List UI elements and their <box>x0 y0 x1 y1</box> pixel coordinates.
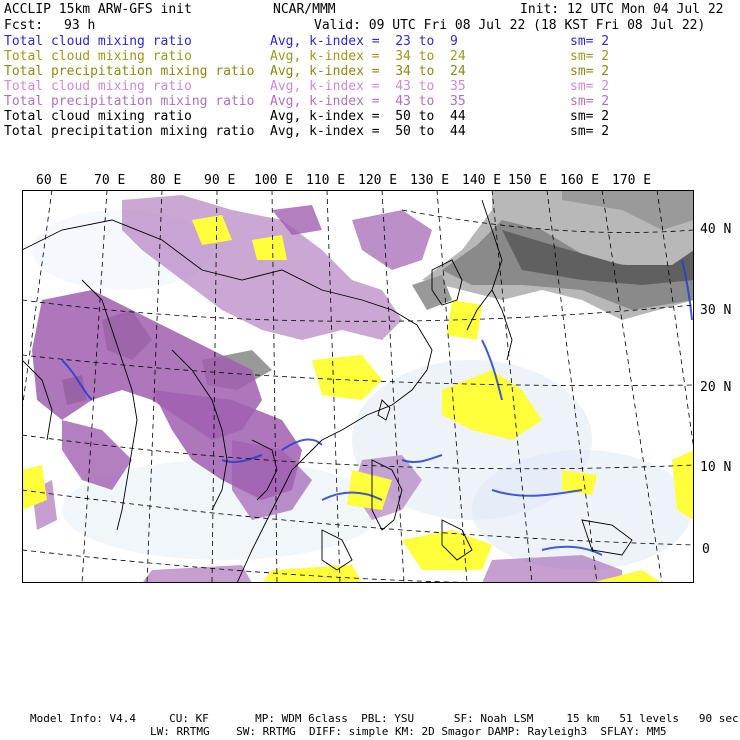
longitude-label: 70 E <box>94 173 126 188</box>
legend-row-sm: sm= 2 <box>570 34 610 49</box>
legend-row-avg: Avg, k-index = 34 to 24 <box>270 64 466 79</box>
forecast-map <box>22 190 694 583</box>
longitude-label: 150 E <box>508 173 548 188</box>
longitude-label: 130 E <box>410 173 450 188</box>
legend-row-sm: sm= 2 <box>570 64 610 79</box>
legend-row-avg: Avg, k-index = 50 to 44 <box>270 124 466 139</box>
legend-row-avg: Avg, k-index = 50 to 44 <box>270 109 466 124</box>
valid-time: Valid: 09 UTC Fri 08 Jul 22 (18 KST Fri 08 Jul 22) <box>314 18 706 33</box>
legend-row-name: Total precipitation mixing ratio <box>4 64 255 79</box>
longitude-label: 170 E <box>612 173 652 188</box>
longitude-label: 120 E <box>358 173 398 188</box>
legend-row-name: Total precipitation mixing ratio <box>4 94 255 109</box>
longitude-label: 160 E <box>560 173 600 188</box>
longitude-label: 140 E <box>462 173 502 188</box>
legend-row-avg: Avg, k-index = 34 to 24 <box>270 49 466 64</box>
longitude-label: 80 E <box>150 173 182 188</box>
legend-row-avg: Avg, k-index = 23 to 9 <box>270 34 458 49</box>
latitude-label: 40 N <box>700 222 732 237</box>
latitude-label: 0 <box>702 542 710 557</box>
legend-row-avg: Avg, k-index = 43 to 35 <box>270 94 466 109</box>
model-info-line1: Model Info: V4.4 CU: KF MP: WDM 6class PBL: YSU SF: Noah LSM 15 km 51 levels 90 sec <box>30 712 739 725</box>
legend-row-name: Total cloud mixing ratio <box>4 34 192 49</box>
longitude-label: 60 E <box>36 173 68 188</box>
legend-row-sm: sm= 2 <box>570 79 610 94</box>
legend-row-avg: Avg, k-index = 43 to 35 <box>270 79 466 94</box>
legend-row-name: Total precipitation mixing ratio <box>4 124 255 139</box>
longitude-label: 110 E <box>306 173 346 188</box>
latitude-label: 30 N <box>700 303 732 318</box>
legend-row-sm: sm= 2 <box>570 49 610 64</box>
longitude-label: 100 E <box>254 173 294 188</box>
longitude-label: 90 E <box>204 173 236 188</box>
model-info-line2: LW: RRTMG SW: RRTMG DIFF: simple KM: 2D Smagor DAMP: Rayleigh3 SFLAY: MM5 <box>150 725 667 738</box>
legend-row-sm: sm= 2 <box>570 94 610 109</box>
legend-row-name: Total cloud mixing ratio <box>4 79 192 94</box>
latitude-label: 20 N <box>700 380 732 395</box>
legend-row-sm: sm= 2 <box>570 109 610 124</box>
legend-row-name: Total cloud mixing ratio <box>4 49 192 64</box>
center-label: NCAR/MMM <box>273 2 336 17</box>
plot-title: ACCLIP 15km ARW-GFS init <box>4 2 192 17</box>
legend-row-sm: sm= 2 <box>570 124 610 139</box>
forecast-hours: 93 h <box>64 18 96 33</box>
legend-row-name: Total cloud mixing ratio <box>4 109 192 124</box>
init-time: Init: 12 UTC Mon 04 Jul 22 <box>520 2 724 17</box>
latitude-label: 10 N <box>700 460 732 475</box>
forecast-label: Fcst: <box>4 18 44 33</box>
